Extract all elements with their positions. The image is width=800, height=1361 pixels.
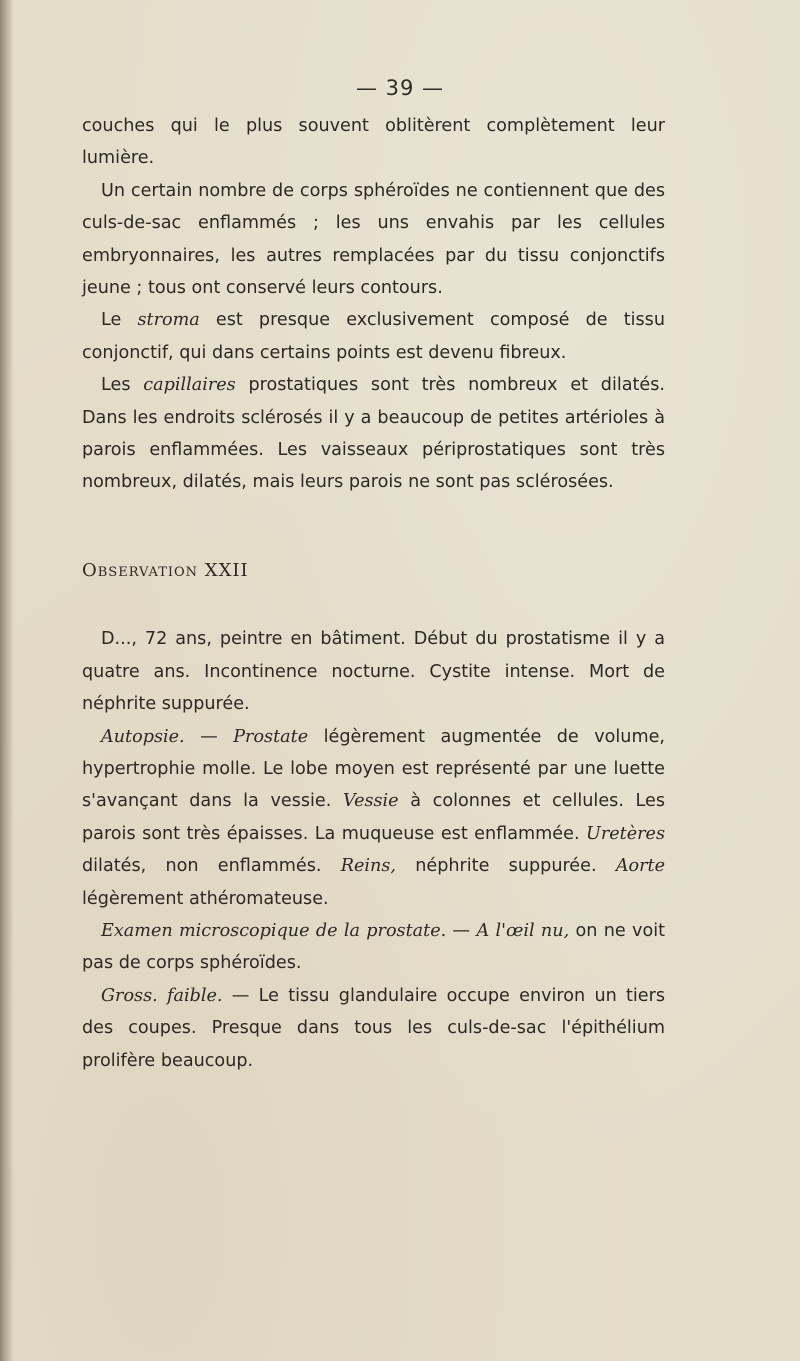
paragraph-autopsie	[82, 721, 665, 915]
stroma-lead: Le	[101, 310, 122, 331]
capillaires-lead: Les	[101, 375, 131, 396]
paragraph-examen	[82, 915, 665, 980]
autopsie-text-5: légèrement athéromateuse.	[82, 888, 329, 909]
examen-label: Examen microscopique de la prostate.	[101, 920, 447, 941]
page-binding-edge	[0, 0, 14, 1361]
autopsie-dash: —	[200, 726, 218, 747]
page-body	[82, 110, 665, 1077]
autopsie-text-2: à colonnes et cellules. Les parois sont très épaisses. La muqueuse est enflammée.	[82, 791, 666, 844]
autopsie-text-1: légèrement augmentée de volume, hypertrophie molle. Le lobe moyen est représenté par une luette s'avançant dans la vessie.	[82, 726, 666, 812]
page-number: — 39 —	[355, 76, 445, 100]
observation-heading: Observation XXII	[82, 559, 249, 581]
stroma-term: stroma	[137, 310, 200, 331]
paragraph-continuation: couches qui le plus souvent oblitèrent complètement leur lumière.	[82, 116, 665, 169]
capillaires-term: capillaires	[143, 375, 236, 396]
gross-faible-text: Le tissu glandulaire occupe environ un tiers des coupes. Presque dans tous les culs-de-sac l'épithélium prolifère beaucoup.	[82, 985, 666, 1071]
gross-faible-label: Gross. faible.	[101, 985, 223, 1006]
vessie-term: Vessie	[342, 791, 399, 812]
examen-text: on ne voit pas de corps sphéroïdes.	[82, 920, 666, 974]
autopsie-text-3: dilatés, non enflammés.	[82, 856, 322, 877]
oeil-nu-term: A l'œil nu,	[476, 920, 570, 941]
paragraph-gross-faible	[82, 980, 665, 1077]
autopsie-text-4: néphrite suppurée.	[415, 856, 597, 877]
examen-dash: —	[452, 920, 471, 941]
prostate-term: Prostate	[233, 726, 309, 747]
aorte-term: Aorte	[615, 856, 666, 877]
autopsie-label: Autopsie.	[101, 726, 185, 747]
paragraph-corps-spheroides: Un certain nombre de corps sphéroïdes ne contiennent que des culs-de-sac enflammés ; les uns envahis par les cellules embryonnaires, les autres remplacées par du tissu conjonctifs jeune ; tous ont conservé leurs contours.	[82, 180, 665, 299]
gross-faible-dash: —	[231, 985, 250, 1006]
stroma-text: est presque exclusivement composé de tissu conjonctif, qui dans certains points est devenu fibreux.	[82, 310, 665, 363]
ureteres-term: Uretères	[586, 823, 665, 844]
reins-term: Reins,	[340, 856, 396, 877]
capillaires-text: prostatiques sont très nombreux et dilatés. Dans les endroits sclérosés il y a beaucoup de petites artérioles à parois enflammées. Les vaisseaux périprostatiques sont très nombreux, dilatés, mais leurs parois ne sont pas sclérosées.	[82, 375, 665, 493]
paragraph-stroma	[82, 304, 665, 369]
paragraph-patient-summary: D..., 72 ans, peintre en bâtiment. Début du prostatisme il y a quatre ans. Incontinence nocturne. Cystite intense. Mort de néphrite suppurée.	[82, 629, 665, 715]
paragraph-capillaires	[82, 369, 665, 499]
